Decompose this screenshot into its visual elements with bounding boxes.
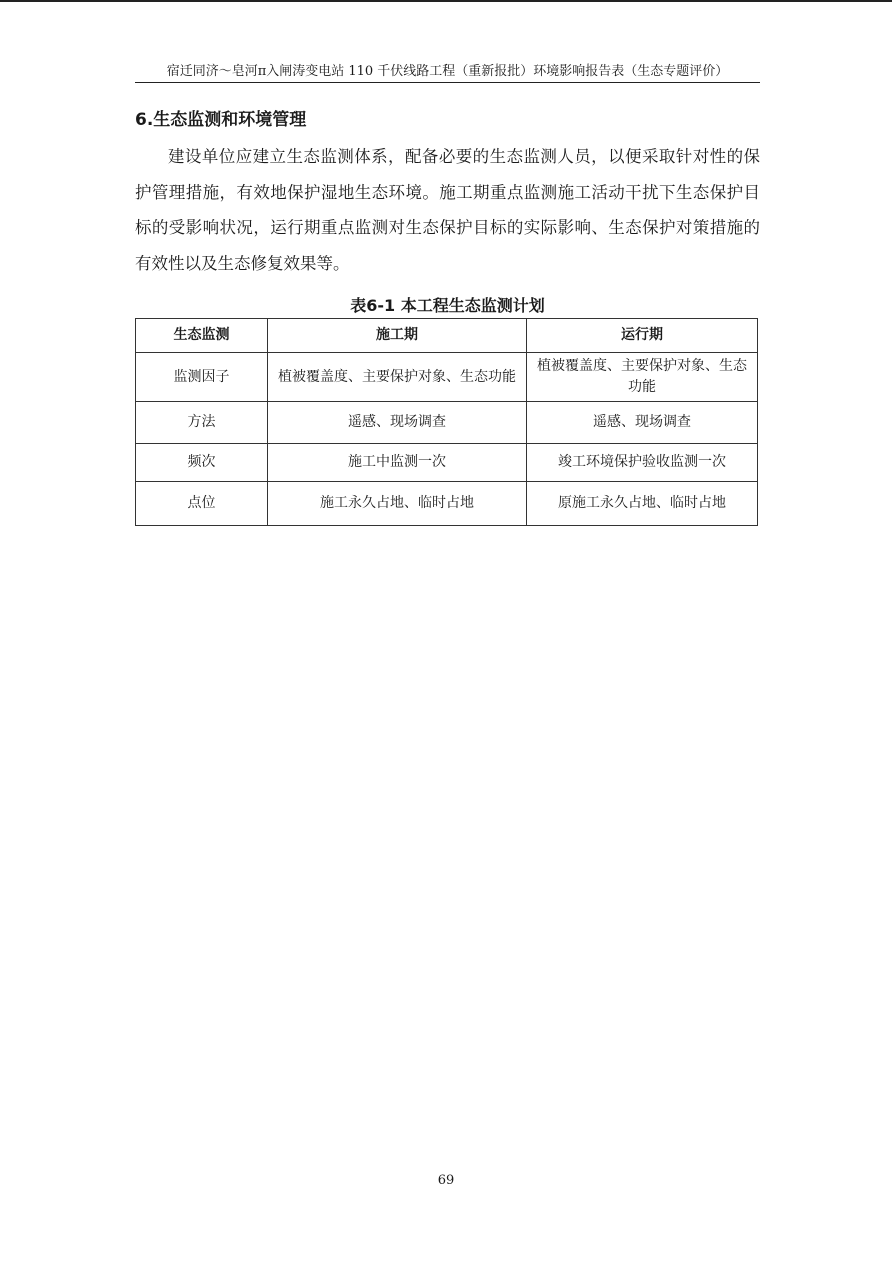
table-cell: 方法 xyxy=(136,402,268,444)
page-top-border xyxy=(0,0,892,2)
table-cell: 植被覆盖度、主要保护对象、生态功能 xyxy=(268,353,527,402)
table-cell: 原施工永久占地、临时占地 xyxy=(527,482,758,526)
header-rule xyxy=(135,82,760,83)
table-cell: 频次 xyxy=(136,444,268,482)
table-row xyxy=(136,402,758,444)
table-row xyxy=(136,444,758,482)
table-cell: 施工永久占地、临时占地 xyxy=(268,482,527,526)
table-header-row xyxy=(136,319,758,353)
table-header-cell: 生态监测 xyxy=(136,319,268,353)
table-cell: 植被覆盖度、主要保护对象、生态功能 xyxy=(527,353,758,402)
table-cell: 遥感、现场调查 xyxy=(527,402,758,444)
table-cell: 监测因子 xyxy=(136,353,268,402)
table-row xyxy=(136,353,758,402)
table-caption: 表6-1 本工程生态监测计划 xyxy=(350,296,545,315)
table-cell: 点位 xyxy=(136,482,268,526)
section-title: 6.生态监测和环境管理 xyxy=(135,110,307,130)
table-cell: 竣工环境保护验收监测一次 xyxy=(527,444,758,482)
page-number: 69 xyxy=(437,1173,455,1188)
table-cell: 施工中监测一次 xyxy=(268,444,527,482)
running-header: 宿迁同济～皂河π入闸涛变电站 110 千伏线路工程（重新报批）环境影响报告表（生态专题评价） xyxy=(166,64,729,79)
table-header-cell: 施工期 xyxy=(268,319,527,353)
body-paragraph: 建设单位应建立生态监测体系，配备必要的生态监测人员，以便采取针对性的保护管理措施，有效地保护湿地生态环境。施工期重点监测施工活动干扰下生态保护目标的受影响状况，运行期重点监测对生态保护目标的实际影响、生态保护对策措施的有效性以及生态修复效果等。 xyxy=(135,147,760,273)
table-row xyxy=(136,482,758,526)
monitoring-plan-table xyxy=(135,318,758,526)
table-header-cell: 运行期 xyxy=(527,319,758,353)
table-cell: 遥感、现场调查 xyxy=(268,402,527,444)
